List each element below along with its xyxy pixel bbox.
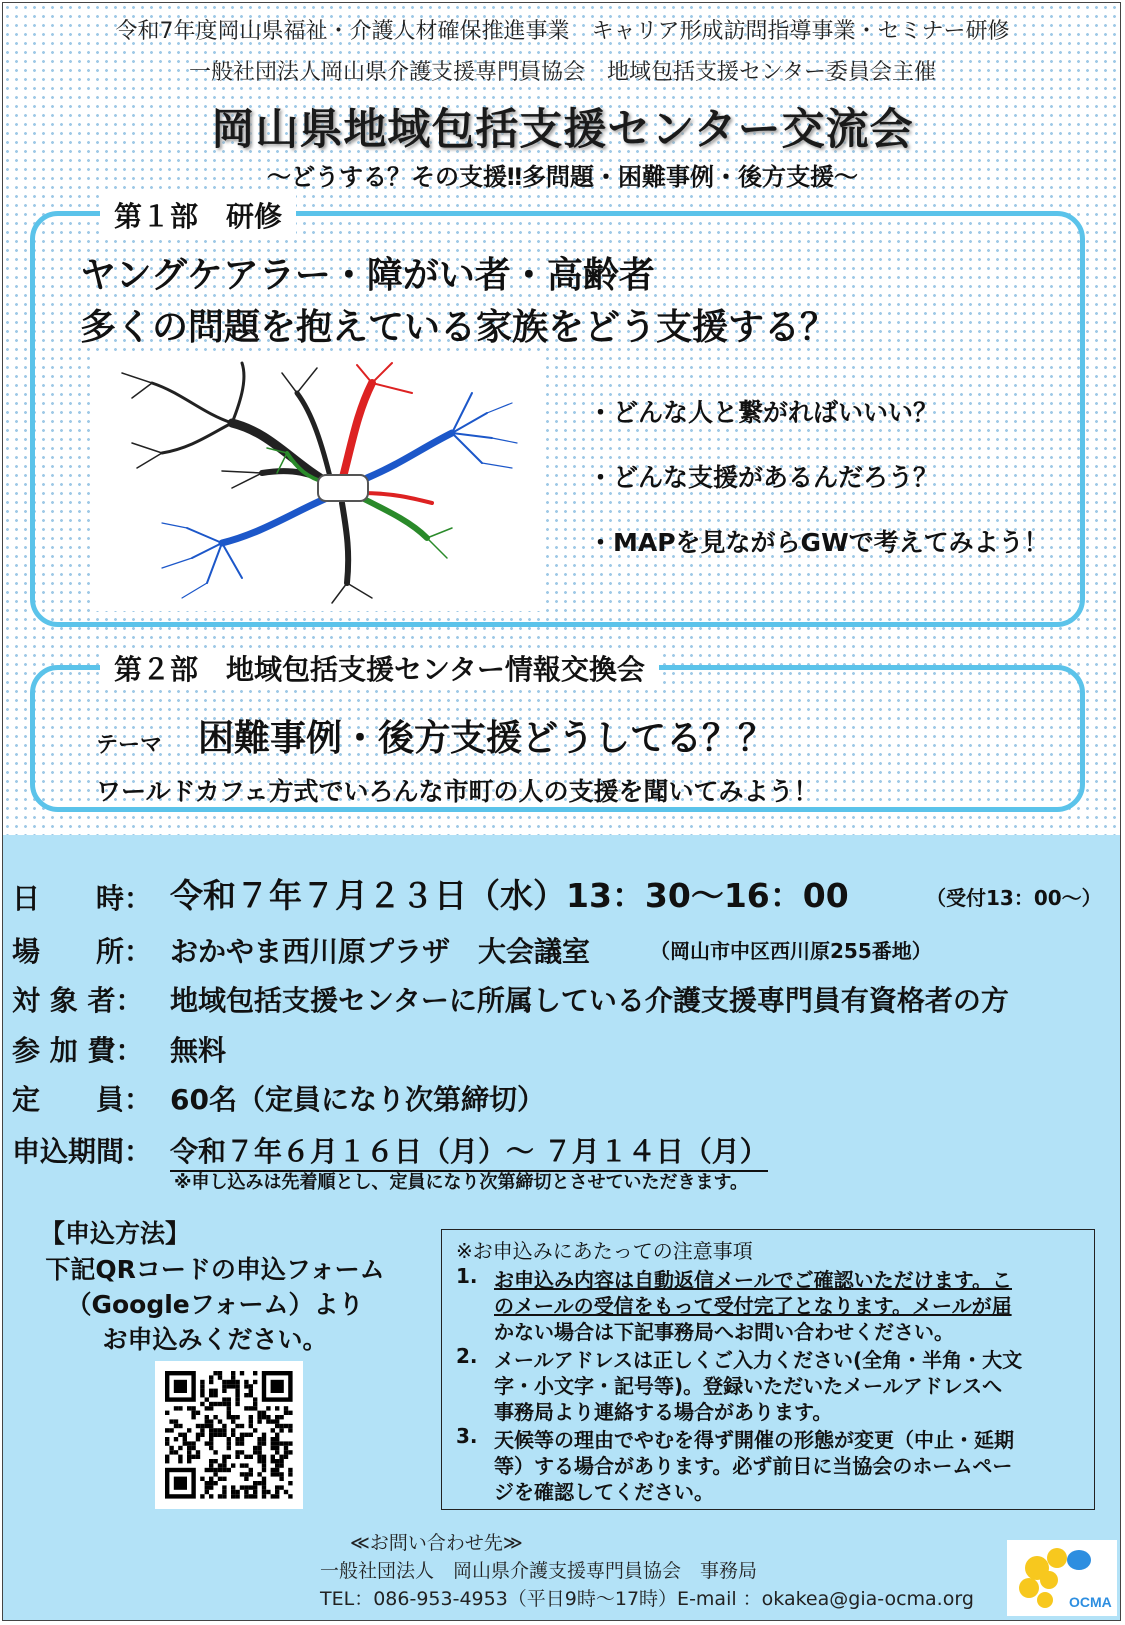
period-value: 令和７年６月１６日（月）～ ７月１４日（月）: [170, 1130, 768, 1172]
note-2-line-3: 事務局より連絡する場合があります。: [494, 1400, 833, 1424]
apply-line-2: （Googleフォーム）より: [66, 1290, 364, 1319]
date-note: （受付13：00～）: [926, 886, 1102, 910]
note-2-line-1: メールアドレスは正しくご入力ください(全角・半角・大文: [494, 1348, 1023, 1372]
part1-label: 第１部 研修: [100, 195, 296, 235]
theme-text: 困難事例・後方支援どうしてる？？: [198, 718, 775, 759]
apply-title: 【申込方法】: [40, 1219, 191, 1248]
fee-value: 無料: [170, 1034, 227, 1067]
page-title: 岡山県地域包括支援センター交流会: [211, 105, 914, 155]
note-1-line-2: のメールの受信をもって受付完了となります。メールが届: [494, 1294, 1012, 1318]
capacity-label: 定 員：: [12, 1083, 153, 1116]
bullet-2: ・どんな支援があるんだろう？: [588, 463, 939, 492]
theme-label: テーマ: [96, 733, 163, 758]
contact-title: ≪お問い合わせ先≫: [350, 1532, 523, 1554]
note-3-number: 3.: [456, 1424, 478, 1448]
date-value: 令和７年７月２３日（水）13：30～16：00: [170, 876, 849, 915]
note-1-line-1: お申込み内容は自動返信メールでご確認いただけます。こ: [494, 1268, 1012, 1292]
place-label: 場 所：: [12, 935, 153, 968]
part1-heading-2: 多くの問題を抱えている家族をどう支援する？: [80, 307, 837, 348]
target-label: 対 象 者：: [12, 984, 144, 1017]
qr-code-graphic: [155, 1361, 303, 1509]
note-1-number: 1.: [456, 1264, 478, 1288]
note-2-line-2: 字・小文字・記号等)。登録いただいたメールアドレスへ: [494, 1374, 1003, 1398]
place-note: （岡山市中区西川原255番地）: [650, 939, 932, 963]
note-3-line-3: ジを確認してください。: [494, 1480, 714, 1504]
bullet-1: ・どんな人と繋がればいいい？: [588, 398, 939, 427]
part1-heading-1: ヤングケアラー・障がい者・高齢者: [80, 255, 655, 296]
apply-line-3: お申込みください。: [102, 1325, 328, 1354]
apply-line-1: 下記QRコードの申込フォーム: [45, 1255, 385, 1284]
target-value: 地域包括支援センターに所属している介護支援専門員有資格者の方: [170, 984, 1009, 1017]
qr-code[interactable]: [155, 1361, 303, 1509]
mind-map-center: [318, 475, 368, 501]
place-value: おかやま西川原プラザ 大会議室: [170, 935, 591, 968]
note-3-line-2: 等）する場合があります。必ず前日に当協会のホームペー: [494, 1454, 1013, 1478]
notes-box: [441, 1229, 1095, 1510]
fee-label: 参 加 費：: [12, 1034, 144, 1067]
header-line-1: 令和7年度岡山県福祉・介護人材確保推進事業 キャリア形成訪問指導事業・セミナー研修: [115, 19, 1010, 44]
mind-map-graphic: [92, 353, 542, 611]
note-3-line-1: 天候等の理由でやむを得ず開催の形態が変更（中止・延期: [494, 1428, 1014, 1452]
notes-title: ※お申込みにあたっての注意事項: [456, 1239, 753, 1263]
ocma-logo: [1007, 1540, 1117, 1616]
date-label: 日 時：: [12, 882, 153, 915]
mind-map-image: [92, 353, 542, 611]
contact-org: 一般社団法人 岡山県介護支援専門員協会 事務局: [320, 1560, 758, 1582]
capacity-value: 60名（定員になり次第締切）: [170, 1083, 545, 1116]
ocma-logo-text: OCMA: [1069, 1594, 1112, 1610]
part2-label: 第２部 地域包括支援センター情報交換会: [100, 648, 659, 688]
bullet-3: ・MAPを見ながらGWで考えてみよう！: [588, 528, 1049, 557]
part2-description: ワールドカフェ方式でいろんな市町の人の支援を聞いてみよう！: [96, 777, 819, 806]
header-line-2: 一般社団法人岡山県介護支援専門員協会 地域包括支援センター委員会主催: [188, 60, 937, 85]
period-label: 申込期間：: [12, 1135, 153, 1168]
contact-tel-email: TEL：086-953-4953（平日9時～17時）E-mail ：okakea@gia-ocma.org: [320, 1588, 974, 1610]
page-subtitle: ～どうする？その支援‼多問題・困難事例・後方支援～: [266, 163, 859, 191]
period-note: ※申し込みは先着順とし、定員になり次第締切とさせていただきます。: [174, 1172, 749, 1193]
note-2-number: 2.: [456, 1344, 478, 1368]
note-1-line-3: かない場合は下記事務局へお問い合わせください。: [494, 1320, 954, 1344]
